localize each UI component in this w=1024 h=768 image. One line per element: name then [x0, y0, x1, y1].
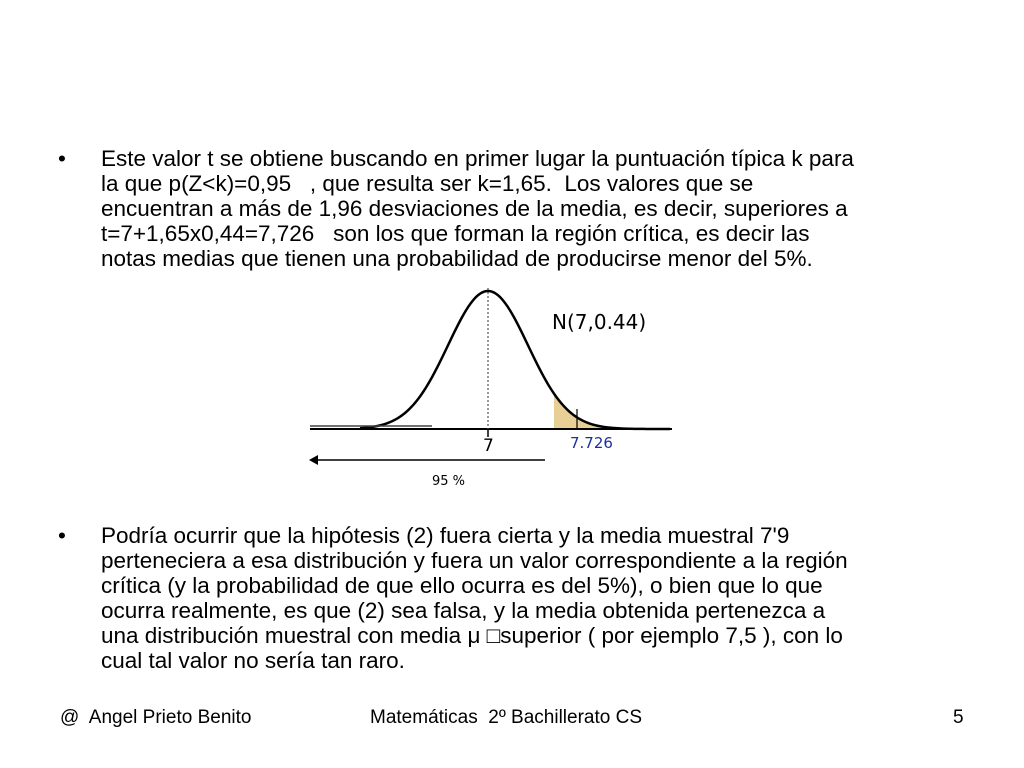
critical-tail-area [554, 394, 670, 429]
paragraph-line: perteneciera a esa distribución y fuera un valor correspondiente a la región [101, 548, 848, 573]
paragraph-hypothesis [58, 523, 968, 673]
paragraph-line: Este valor t se obtiene buscando en primer lugar la puntuación típica k para [101, 146, 854, 171]
paragraph-line: t=7+1,65x0,44=7,726 son los que forman la región crítica, es decir las [101, 221, 810, 246]
footer-course: Matemáticas 2º Bachillerato CS [370, 707, 642, 728]
footer-author: @ Angel Prieto Benito [60, 707, 252, 728]
paragraph-line: crítica (y la probabilidad de que ello ocurra es del 5%), o bien que lo que [101, 573, 823, 598]
mean-label: 7 [483, 436, 494, 456]
area-arrow-head [309, 455, 318, 465]
paragraph-line: encuentran a más de 1,96 desviaciones de la media, es decir, superiores a [101, 196, 848, 221]
bullet-marker: • [58, 146, 66, 171]
paragraph-line: ocurra realmente, es que (2) sea falsa, y la media obtenida pertenezca a [101, 598, 826, 623]
footer-page-number: 5 [953, 707, 964, 728]
normal-distribution-figure [300, 284, 680, 496]
paragraph-critical-region [58, 146, 968, 271]
critical-value-label: 7.726 [570, 434, 613, 452]
paragraph-line: Podría ocurrir que la hipótesis (2) fuera cierta y la media muestral 7'9 [101, 523, 790, 548]
paragraph-line: una distribución muestral con media μ □superior ( por ejemplo 7,5 ), con lo [101, 623, 843, 648]
paragraph-line: la que p(Z<k)=0,95 , que resulta ser k=1,65. Los valores que se [101, 171, 754, 196]
distribution-label: N(7,0.44) [552, 310, 647, 334]
area-label: 95 % [432, 474, 466, 489]
paragraph-line: cual tal valor no sería tan raro. [101, 648, 405, 673]
paragraph-line: notas medias que tienen una probabilidad de producirse menor del 5%. [101, 246, 813, 271]
bullet-marker: • [58, 523, 66, 548]
